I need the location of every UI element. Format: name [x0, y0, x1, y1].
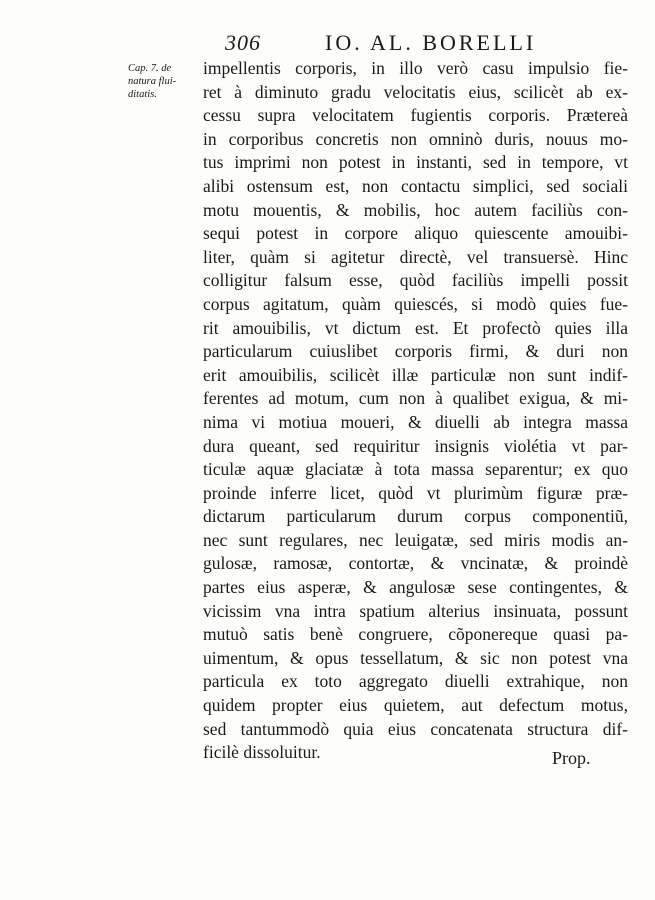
catchword: Prop. — [552, 748, 591, 768]
margin-note — [128, 62, 198, 101]
text-line: dictarum particularum durum corpus componentiũ, — [203, 506, 628, 527]
text-line: quidem propter eius quietem, aut defectum motus, — [203, 695, 628, 716]
text-line: ticulæ aquæ glaciatæ à tota massa separentur; ex quo — [203, 459, 628, 480]
margin-note-line: natura flui- — [128, 76, 177, 87]
running-head: IO. AL. BORELLI — [325, 30, 537, 55]
text-line: ficilè dissoluitur. — [203, 742, 321, 763]
text-line: rit amouibilis, vt dictum est. Et profectò quies illa — [203, 317, 628, 338]
body-text — [203, 57, 628, 765]
text-line: ferentes ad motum, cum non à qualibet exigua, & mi- — [203, 388, 628, 409]
text-line: uimentum, & opus tessellatum, & sic non potest vna — [203, 647, 628, 668]
text-line: mutuò satis benè congruere, cõponereque quasi pa- — [203, 624, 628, 645]
text-line: gulosæ, ramosæ, contortæ, & vncinatæ, & proindè — [203, 553, 628, 574]
text-line: particula ex toto aggregato diuelli extrahique, non — [203, 671, 628, 692]
text-line: corpus agitatum, quàm quiescés, si modò quies fue- — [203, 293, 628, 314]
text-line: colligitur falsum esse, quòd faciliùs impelli possit — [203, 270, 628, 291]
text-line: in corporibus concretis non omninò duris, nouus mo- — [203, 128, 628, 149]
margin-note-line: ditatis. — [128, 89, 157, 100]
text-line: ret à diminuto gradu velocitatis eius, scilicèt ab ex- — [203, 81, 628, 102]
text-line: tus imprimi non potest in instanti, sed in tempore, vt — [203, 152, 628, 173]
text-line: nima vi motiua moueri, & diuelli ab integra massa — [203, 411, 628, 432]
text-line: partes eius asperæ, & angulosæ sese contingentes, & — [203, 577, 628, 598]
text-line: proinde inferre licet, quòd vt plurimùm figuræ præ- — [203, 482, 628, 503]
text-line: sequi potest in corpore aliquo quiescente amouibi- — [203, 223, 628, 244]
margin-note-line: Cap. 7. de — [128, 63, 172, 74]
page-header — [225, 30, 625, 58]
text-line: sed tantummodò quia eius concatenata structura dif- — [203, 718, 628, 739]
text-line: impellentis corporis, in illo verò casu impulsio fie- — [203, 58, 628, 78]
text-line: motu mouentis, & mobilis, hoc autem faciliùs con- — [203, 199, 628, 220]
text-line: particularum cuiuslibet corporis firmi, & duri non — [203, 341, 628, 362]
text-line: dura queant, sed requiritur insignis violétia vt par- — [203, 435, 628, 456]
text-line: vicissim vna intra spatium alterius insinuata, possunt — [203, 600, 628, 621]
text-line: liter, quàm si agitetur directè, vel transuersè. Hinc — [203, 246, 628, 267]
page-number: 306 — [225, 30, 261, 55]
text-line: alibi ostensum est, non contactu simplici, sed sociali — [203, 175, 628, 196]
text-line: nec sunt regulares, nec leuigatæ, sed miris modis an- — [203, 529, 628, 550]
text-line: cessu supra velocitatem fugientis corporis. Prætereà — [203, 105, 628, 126]
text-line: erit amouibilis, scilicèt illæ particulæ non sunt indif- — [203, 364, 628, 385]
